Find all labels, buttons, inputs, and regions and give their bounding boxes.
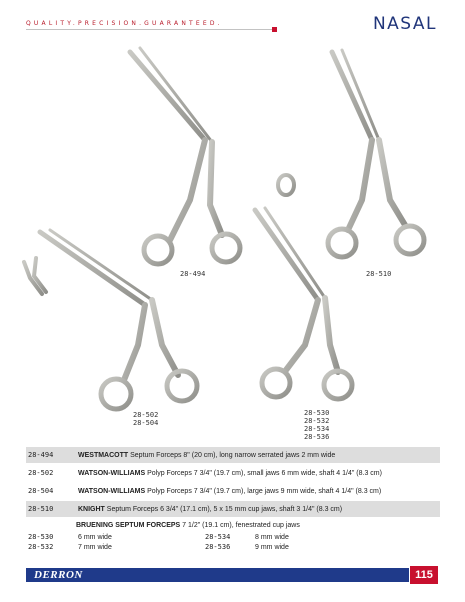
product-name: WATSON-WILLIAMS [78, 487, 146, 495]
product-detail: Polyp Forceps 7 3/4" (19.7 cm), small jaws 6 mm wide, shaft 4 1/4" (8.3 cm) [145, 469, 382, 477]
product-detail: Septum Forceps 6 3/4" (17.1 cm), 5 x 15 mm cup jaws, shaft 3 1/4" (8.3 cm) [104, 505, 343, 513]
page-number: 115 [410, 566, 438, 584]
jaw-size: 8 mm wide [255, 534, 289, 541]
product-description [78, 488, 440, 495]
product-description [78, 506, 440, 513]
instrument-photos [0, 40, 465, 442]
bruening-heading [76, 522, 300, 529]
jaw-size: 6 mm wide [78, 534, 112, 541]
product-row [26, 447, 440, 463]
product-description [78, 470, 440, 477]
product-detail: Polyp Forceps 7 3/4" (19.7 cm), large jaws 9 mm wide, shaft 4 1/4" (8.3 cm) [145, 487, 382, 495]
product-description [78, 452, 440, 459]
catalog-number: 28-510 [28, 505, 54, 513]
catalog-number: 28-534 [205, 533, 231, 541]
jaw-size: 9 mm wide [255, 544, 289, 551]
bruening-item [28, 533, 112, 541]
figure-label-line: 28-530 [304, 409, 330, 417]
catalog-number: 28-494 [28, 451, 54, 459]
bruening-item [205, 543, 289, 551]
product-name: WATSON-WILLIAMS [78, 469, 146, 477]
brand-logo: DERRON [34, 569, 83, 581]
catalog-number: 28-536 [205, 543, 231, 551]
figure-label-line: 28-532 [304, 417, 330, 425]
westmacott-forceps-image [130, 48, 240, 264]
bruening-item [28, 543, 112, 551]
footer-bar [26, 568, 409, 582]
tagline: QUALITY.PRECISION.GUARANTEED. [26, 20, 223, 27]
tagline-rule [26, 29, 274, 30]
section-title: NASAL [372, 14, 437, 34]
figure-label-line: 28-502 [133, 411, 159, 419]
bruening-jaw-detail-image [278, 175, 294, 215]
product-table [26, 447, 440, 517]
bruening-forceps-image [255, 208, 352, 399]
figure-label-knight: 28-510 [366, 270, 392, 278]
knight-forceps-image [328, 50, 424, 257]
watson-williams-forceps-image [40, 230, 197, 409]
catalog-number: 28-502 [28, 469, 54, 477]
catalog-number: 28-530 [28, 533, 54, 541]
catalog-number: 28-532 [28, 543, 54, 551]
product-name: BRUENING SEPTUM FORCEPS [76, 522, 181, 529]
figure-label-line: 28-534 [304, 425, 330, 433]
product-name: WESTMACOTT [78, 451, 129, 459]
watson-williams-jaw-detail-image [24, 258, 46, 294]
jaw-size: 7 mm wide [78, 544, 112, 551]
bruening-item [205, 533, 289, 541]
product-row [26, 501, 440, 517]
tagline-marker [272, 27, 277, 32]
catalog-number: 28-504 [28, 487, 54, 495]
figure-label-watson-williams [133, 411, 158, 427]
product-detail: Septum Forceps 8" (20 cm), long narrow serrated jaws 2 mm wide [128, 451, 336, 459]
product-row [26, 465, 440, 481]
product-detail: 7 1/2" (19.1 cm), fenestrated cup jaws [180, 522, 300, 529]
figure-label-westmacott: 28-494 [180, 270, 206, 278]
figure-label-line: 28-504 [133, 419, 159, 427]
figure-label-line: 28-536 [304, 433, 330, 441]
product-row [26, 483, 440, 499]
figure-label-bruening [304, 409, 329, 441]
product-name: KNIGHT [78, 505, 105, 513]
